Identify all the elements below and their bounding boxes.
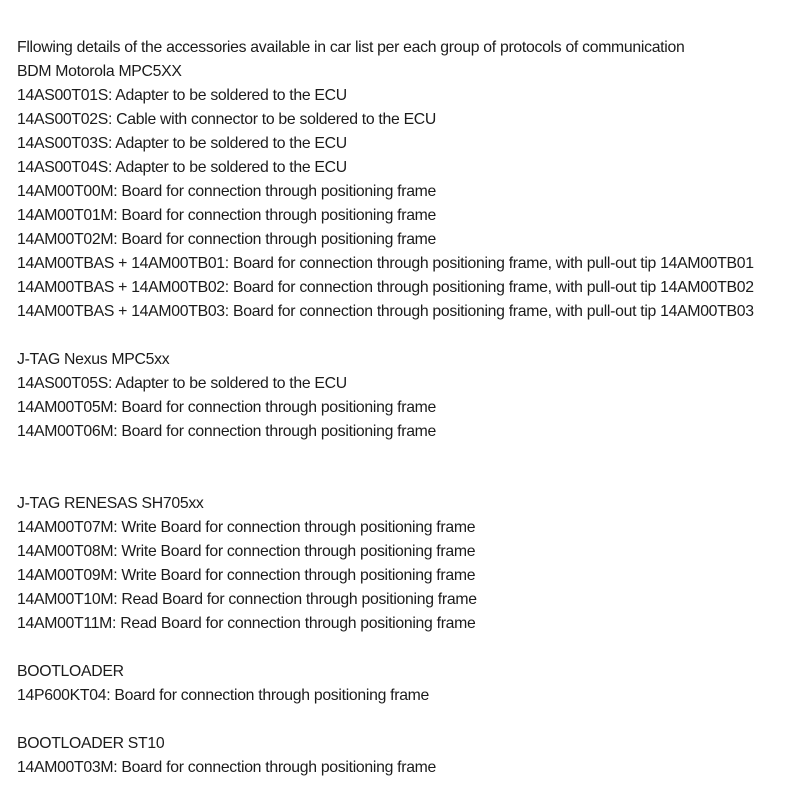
accessory-line: 14AM00T06M: Board for connection through positioning frame [17,423,437,440]
document-intro-line: Fllowing details of the accessories available in car list per each group of protocols of communication [17,39,685,56]
blank-line [17,708,800,732]
accessory-line: 14AM00T10M: Read Board for connection through positioning frame [17,591,477,608]
accessory-line: 14AM00TBAS + 14AM00TB02: Board for connection through positioning frame, with pull-out tip 14AM00TB02 [17,279,754,296]
accessory-line: 14AM00T07M: Write Board for connection through positioning frame [17,519,476,536]
accessory-line: 14AM00TBAS + 14AM00TB01: Board for connection through positioning frame, with pull-out tip 14AM00TB01 [17,255,754,272]
accessory-line: 14AM00T11M: Read Board for connection through positioning frame [17,615,476,632]
accessory-line: 14AM00T00M: Board for connection through positioning frame [17,183,437,200]
accessory-line: 14AS00T02S: Cable with connector to be soldered to the ECU [17,111,437,128]
accessory-line: 14AM00T01M: Board for connection through positioning frame [17,207,437,224]
blank-line [17,324,800,348]
accessory-line: 14AM00T03M: Board for connection through positioning frame [17,759,437,776]
accessory-line: 14AM00T02M: Board for connection through positioning frame [17,231,437,248]
accessory-line: 14AM00T05M: Board for connection through positioning frame [17,399,437,416]
blank-line [17,636,800,660]
section-heading: J-TAG Nexus MPC5xx [17,351,170,368]
accessory-line: 14AM00T09M: Write Board for connection through positioning frame [17,567,476,584]
section-heading: J-TAG RENESAS SH705xx [17,495,204,512]
accessory-line: 14P600KT04: Board for connection through positioning frame [17,687,430,704]
accessory-line: 14AM00T08M: Write Board for connection through positioning frame [17,543,476,560]
accessory-line: 14AS00T04S: Adapter to be soldered to the ECU [17,159,347,176]
accessory-line: 14AS00T05S: Adapter to be soldered to the ECU [17,375,347,392]
accessory-line: 14AM00TBAS + 14AM00TB03: Board for connection through positioning frame, with pull-out tip 14AM00TB03 [17,303,754,320]
blank-line [17,468,800,492]
accessory-line: 14AS00T03S: Adapter to be soldered to the ECU [17,135,347,152]
section-heading: BOOTLOADER [17,663,124,680]
protocol-sections [17,60,800,780]
section-heading: BDM Motorola MPC5XX [17,63,182,80]
section-heading: BOOTLOADER ST10 [17,735,165,752]
blank-line [17,444,800,468]
accessory-line: 14AS00T01S: Adapter to be soldered to the ECU [17,87,347,104]
